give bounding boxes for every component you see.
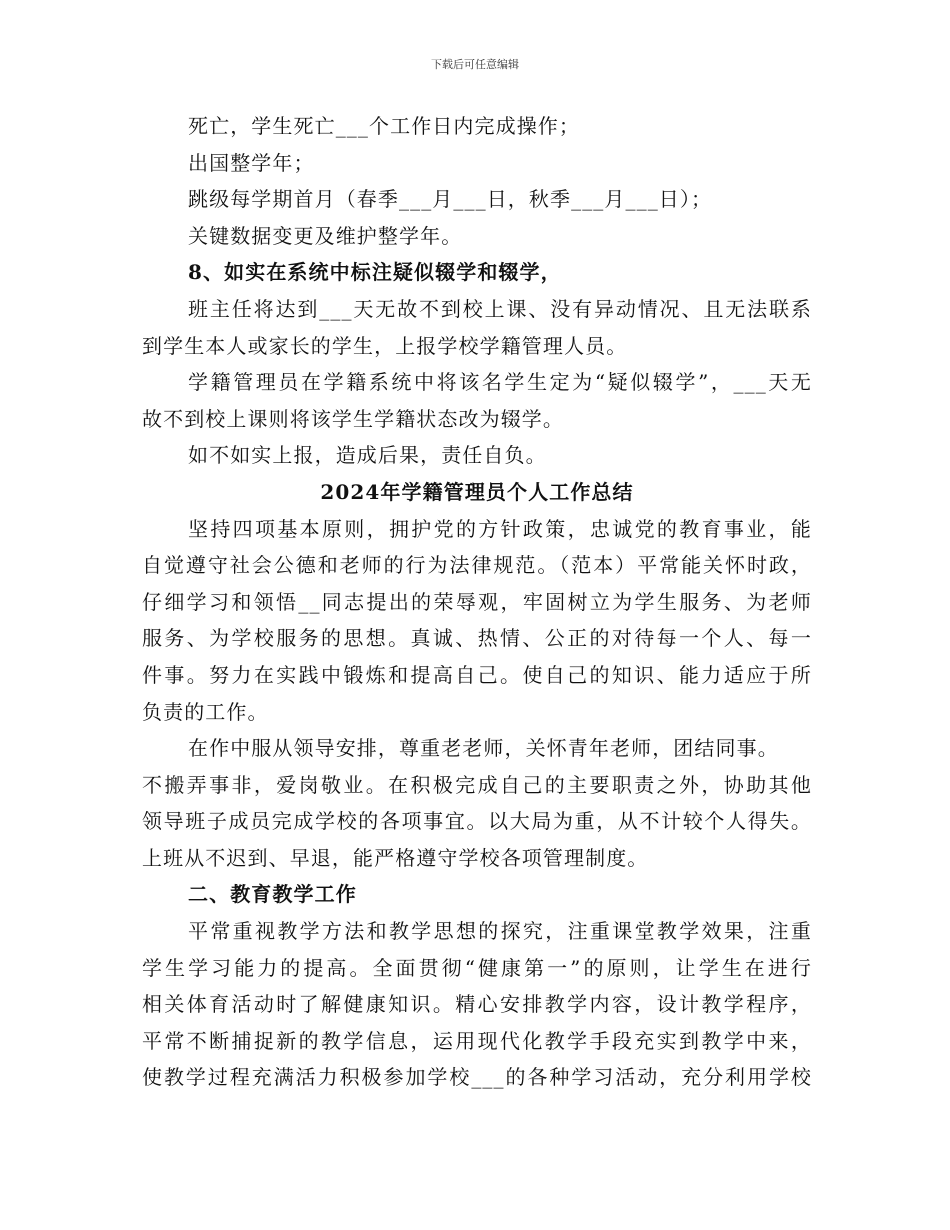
text-line: 服务、为学校服务的思想。真诚、热情、公正的对待每一个人、每一 [142, 626, 812, 651]
text-line: 使教学过程充满活力积极参加学校___的各种学习活动，充分利用学校 [142, 1065, 812, 1090]
text-line: 相关体育活动时了解健康知识。精心安排教学内容，设计教学程序， [142, 992, 812, 1017]
text-line: 在作中服从领导安排，尊重老老师，关怀青年老师，团结同事。 [188, 736, 779, 761]
text-line: 关键数据变更及维护整学年。 [188, 223, 463, 248]
section-title: 2024年学籍管理员个人工作总结 [320, 479, 634, 504]
text-line: 坚持四项基本原则，拥护党的方针政策，忠诚党的教育事业，能 [188, 516, 812, 541]
text-line: 仔细学习和领悟__同志提出的荣辱观，牢固树立为学生服务、为老师 [142, 589, 812, 614]
section-heading: 8、如实在系统中标注疑似辍学和辍学， [188, 260, 562, 285]
text-line: 学生学习能力的提高。全面贯彻“健康第一”的原则，让学生在进行 [142, 955, 812, 980]
text-line: 死亡，学生死亡___个工作日内完成操作； [188, 114, 580, 138]
text-line: 自觉遵守社会公德和老师的行为法律规范。（范本）平常能关怀时政， [142, 553, 812, 578]
text-line: 学籍管理员在学籍系统中将该名学生定为“疑似辍学”，___天无 [188, 370, 812, 395]
document-body [142, 108, 812, 1096]
text-line: 不搬弄事非，爱岗敬业。在积极完成自己的主要职责之外，协助其他 [142, 772, 812, 797]
text-line: 出国整学年； [188, 150, 315, 175]
text-line: 班主任将达到___天无故不到校上课、没有异动情况、且无法联系 [188, 296, 812, 321]
page-header: 下载后可任意编辑 [431, 58, 519, 71]
text-line: 负责的工作。 [142, 699, 269, 724]
text-line: 件事。努力在实践中锻炼和提高自己。使自己的知识、能力适应于所 [142, 662, 812, 687]
text-line: 上班从不迟到、早退，能严格遵守学校各项管理制度。 [142, 845, 649, 870]
text-line: 平常不断捕捉新的教学信息，运用现代化教学手段充实到教学中来， [142, 1028, 812, 1053]
text-line: 领导班子成员完成学校的各项事宜。以大局为重，从不计较个人得失。 [142, 809, 812, 834]
text-line: 如不如实上报，造成后果，责任自负。 [188, 443, 547, 468]
text-line: 到学生本人或家长的学生，上报学校学籍管理人员。 [142, 333, 628, 358]
section-heading: 二、教育教学工作 [188, 882, 357, 907]
text-line: 故不到校上课则将该学生学籍状态改为辍学。 [142, 406, 564, 431]
text-line: 平常重视教学方法和教学思想的探究，注重课堂教学效果，注重 [188, 919, 812, 944]
text-line: 跳级每学期首月（春季___月___日，秋季___月___日）； [188, 187, 713, 212]
